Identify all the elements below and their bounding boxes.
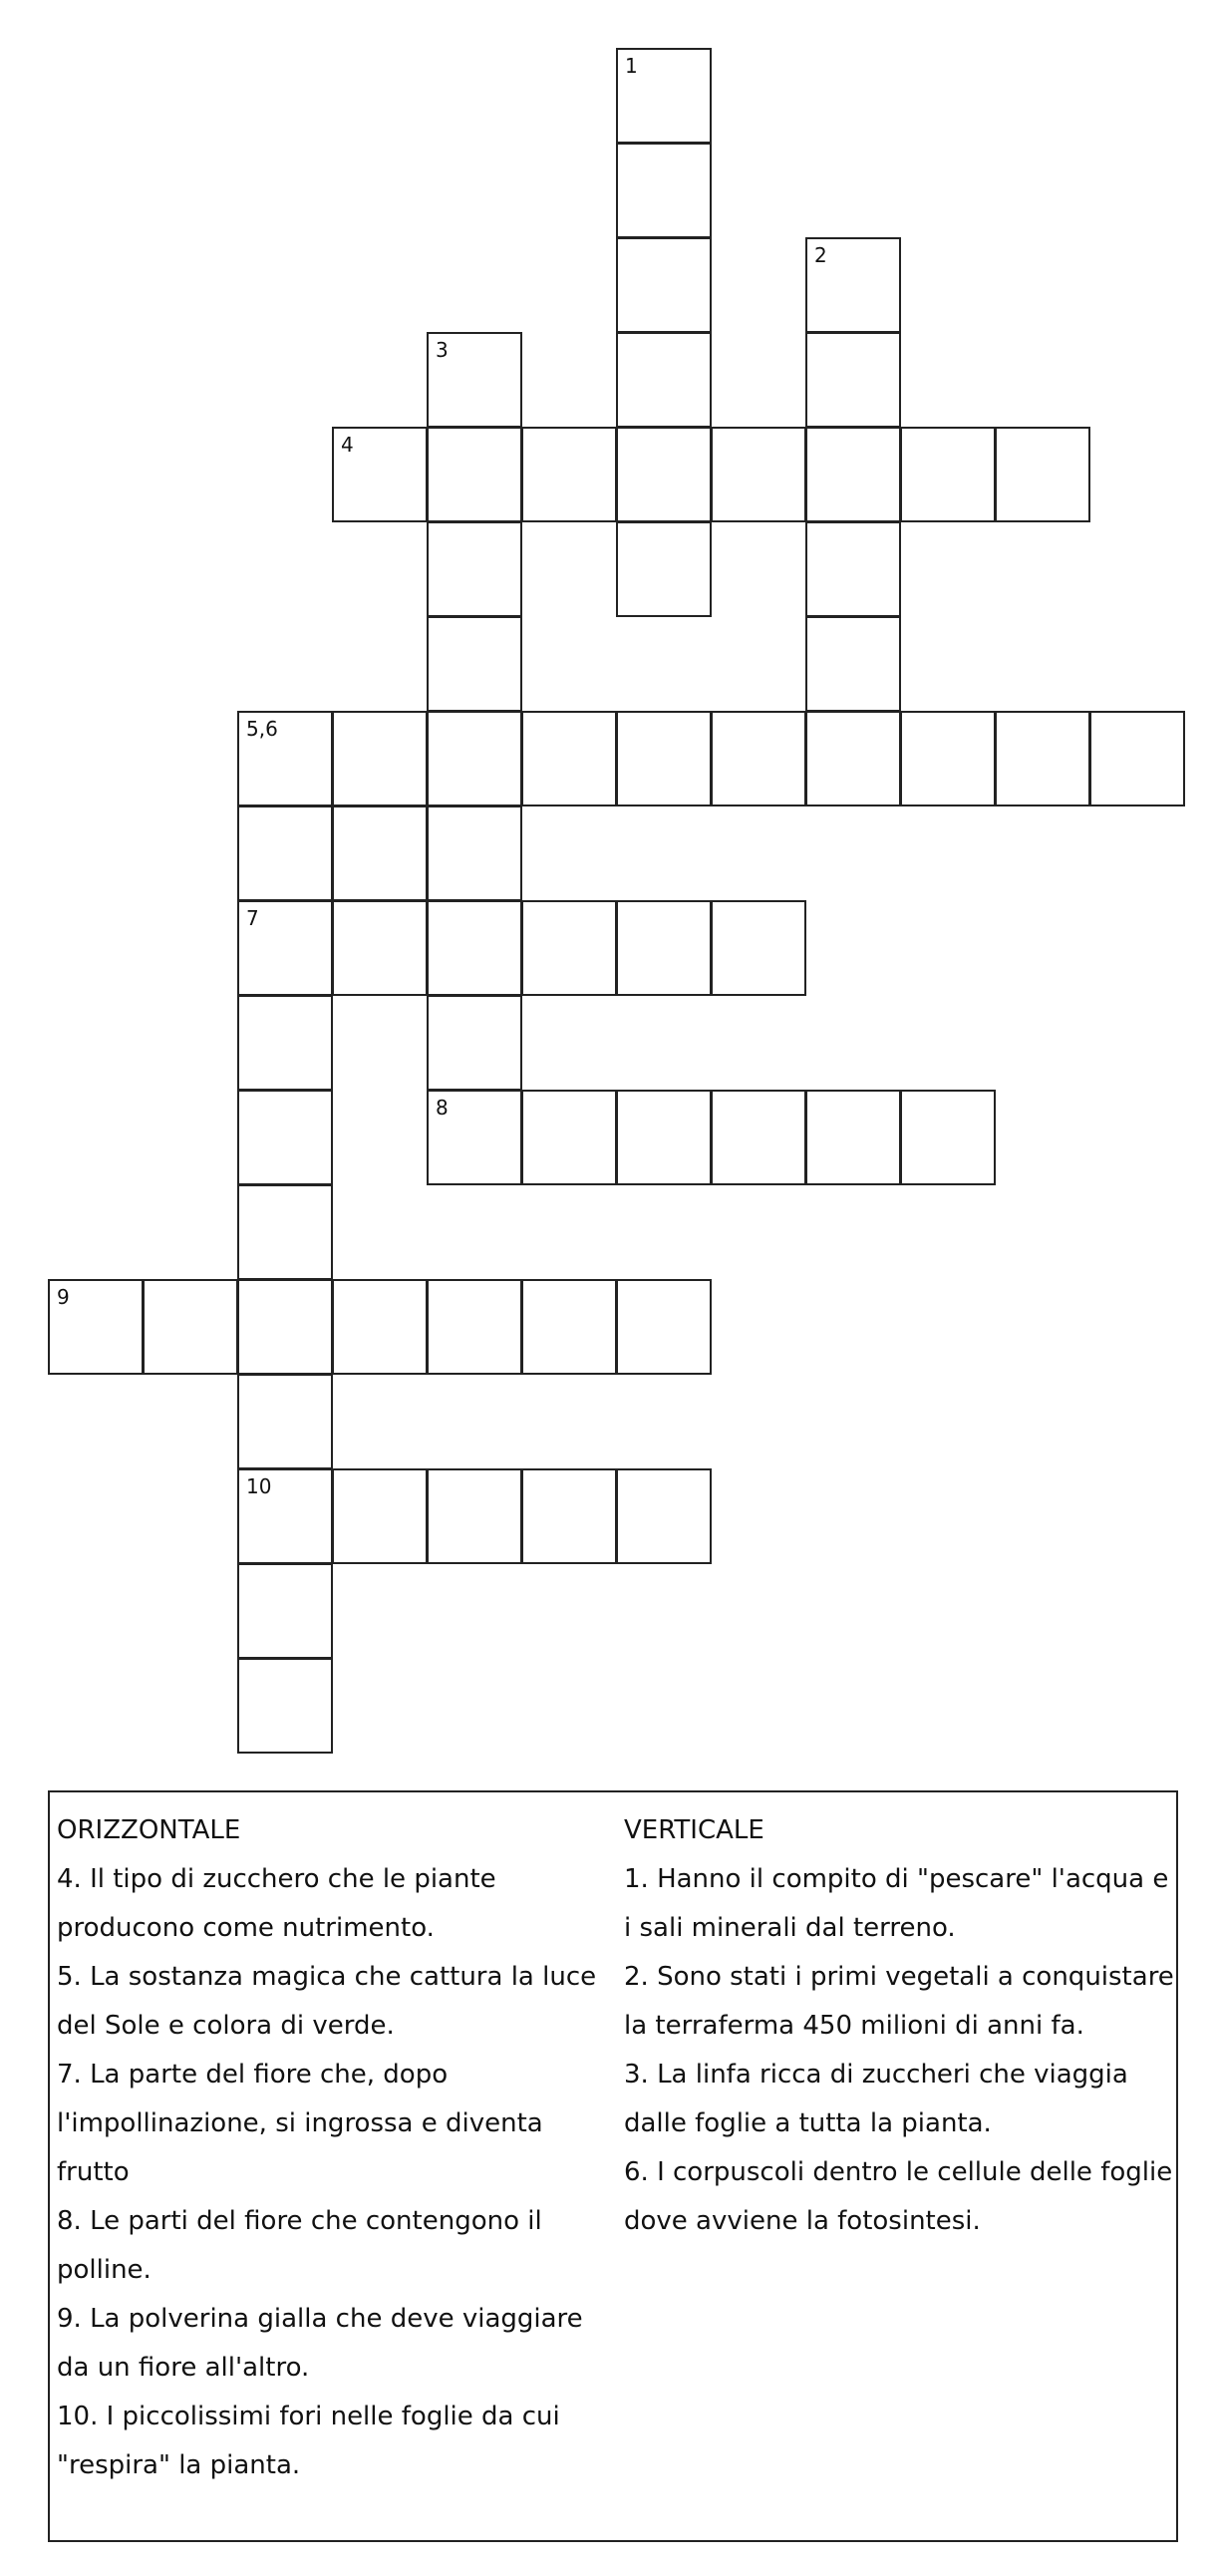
grid-cell[interactable] xyxy=(616,711,712,806)
grid-cell[interactable] xyxy=(237,995,333,1091)
across-clue: 7. La parte del fiore che, dopo l'impollinazione, si ingrossa e diventa frutto xyxy=(57,2060,543,2187)
grid-cell[interactable] xyxy=(521,711,617,806)
grid-cell[interactable] xyxy=(427,427,522,522)
clue-number: 5,6 xyxy=(246,717,278,741)
grid-cell[interactable] xyxy=(237,1563,333,1659)
grid-cell[interactable] xyxy=(143,1279,238,1375)
grid-cell[interactable] xyxy=(616,48,712,144)
grid-cell[interactable] xyxy=(521,427,617,522)
grid-cell[interactable] xyxy=(616,332,712,428)
grid-cell[interactable] xyxy=(805,427,901,522)
across-clue: 4. Il tipo di zucchero che le piante producono come nutrimento. xyxy=(57,1864,496,1943)
grid-cell[interactable] xyxy=(995,711,1090,806)
grid-cell[interactable] xyxy=(521,900,617,996)
grid-cell[interactable] xyxy=(332,1279,428,1375)
grid-cell[interactable] xyxy=(995,427,1090,522)
grid-cell[interactable] xyxy=(427,1279,522,1375)
grid-cell[interactable] xyxy=(616,427,712,522)
grid-cell[interactable] xyxy=(427,805,522,901)
grid-cell[interactable] xyxy=(237,1374,333,1469)
grid-cell[interactable] xyxy=(237,1658,333,1754)
grid-cell[interactable] xyxy=(521,1468,617,1564)
grid-cell[interactable] xyxy=(427,995,522,1091)
grid-cell[interactable] xyxy=(427,1468,522,1564)
grid-cell[interactable] xyxy=(427,900,522,996)
across-clue: 5. La sostanza magica che cattura la luce del Sole e colora di verde. xyxy=(57,1962,597,2041)
grid-cell[interactable] xyxy=(616,521,712,617)
grid-cell[interactable] xyxy=(521,1090,617,1185)
grid-cell[interactable] xyxy=(332,805,428,901)
clue-number: 2 xyxy=(814,243,827,267)
grid-cell[interactable] xyxy=(805,237,901,333)
clue-number: 10 xyxy=(246,1474,272,1498)
grid-cell[interactable] xyxy=(616,1279,712,1375)
grid-cell[interactable] xyxy=(237,1184,333,1280)
down-clue: 6. I corpuscoli dentro le cellule delle foglie dove avviene la fotosintesi. xyxy=(624,2157,1173,2236)
grid-cell[interactable] xyxy=(900,711,996,806)
grid-cell[interactable] xyxy=(805,1090,901,1185)
grid-cell[interactable] xyxy=(616,1090,712,1185)
across-clue: 10. I piccolissimi fori nelle foglie da cui "respira" la pianta. xyxy=(57,2402,560,2480)
grid-cell[interactable] xyxy=(48,1279,144,1375)
grid-cell[interactable] xyxy=(616,900,712,996)
grid-cell[interactable] xyxy=(616,237,712,333)
grid-cell[interactable] xyxy=(427,711,522,806)
grid-cell[interactable] xyxy=(616,1468,712,1564)
grid-cell[interactable] xyxy=(616,143,712,238)
grid-cell[interactable] xyxy=(805,711,901,806)
grid-cell[interactable] xyxy=(805,332,901,428)
down-clue: 2. Sono stati i primi vegetali a conquistare la terraferma 450 milioni di anni fa. xyxy=(624,1962,1174,2041)
grid-cell[interactable] xyxy=(237,711,333,806)
grid-cell[interactable] xyxy=(805,521,901,617)
grid-cell[interactable] xyxy=(332,711,428,806)
grid-cell[interactable] xyxy=(427,616,522,712)
grid-cell[interactable] xyxy=(805,616,901,712)
clues-box xyxy=(48,1790,1178,2542)
down-clue: 1. Hanno il compito di "pescare" l'acqua e i sali minerali dal terreno. xyxy=(624,1864,1169,1943)
clue-number: 3 xyxy=(436,338,449,362)
down-heading: VERTICALE xyxy=(624,1815,764,1845)
clue-number: 4 xyxy=(341,433,354,457)
grid-cell[interactable] xyxy=(427,1090,522,1185)
grid-cell[interactable] xyxy=(237,805,333,901)
down-clue: 3. La linfa ricca di zuccheri che viaggia dalle foglie a tutta la pianta. xyxy=(624,2060,1128,2138)
grid-cell[interactable] xyxy=(521,1279,617,1375)
grid-cell[interactable] xyxy=(1089,711,1185,806)
down-clues xyxy=(624,1806,1174,2246)
grid-cell[interactable] xyxy=(237,900,333,996)
grid-cell[interactable] xyxy=(237,1468,333,1564)
clue-number: 1 xyxy=(625,54,638,78)
grid-cell[interactable] xyxy=(427,332,522,428)
grid-cell[interactable] xyxy=(711,427,806,522)
across-clues xyxy=(57,1806,615,2490)
grid-cell[interactable] xyxy=(237,1279,333,1375)
grid-cell[interactable] xyxy=(237,1090,333,1185)
grid-cell[interactable] xyxy=(711,711,806,806)
clue-number: 8 xyxy=(436,1096,449,1120)
grid-cell[interactable] xyxy=(711,900,806,996)
clue-number: 7 xyxy=(246,906,259,930)
grid-cell[interactable] xyxy=(332,1468,428,1564)
grid-cell[interactable] xyxy=(427,521,522,617)
grid-cell[interactable] xyxy=(900,427,996,522)
clue-number: 9 xyxy=(57,1285,70,1309)
grid-cell[interactable] xyxy=(711,1090,806,1185)
grid-cell[interactable] xyxy=(332,900,428,996)
across-heading: ORIZZONTALE xyxy=(57,1815,241,1845)
grid-cell[interactable] xyxy=(332,427,428,522)
across-clue: 8. Le parti del fiore che contengono il polline. xyxy=(57,2206,542,2285)
grid-cell[interactable] xyxy=(900,1090,996,1185)
across-clue: 9. La polverina gialla che deve viaggiare da un fiore all'altro. xyxy=(57,2304,583,2383)
